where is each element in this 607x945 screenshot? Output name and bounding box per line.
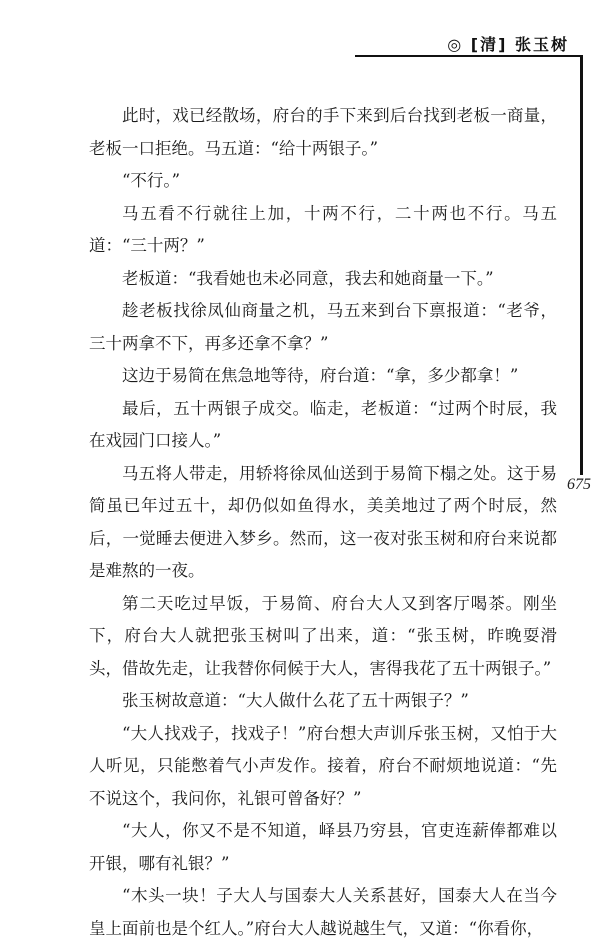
page-number: 675 (567, 476, 591, 493)
body-text (89, 100, 557, 945)
paragraph: “大人，你又不是不知道，峄县乃穷县，官吏连薪俸都难以开银，哪有礼银？” (89, 821, 557, 873)
paragraph: 此时，戏已经散场，府台的手下来到后台找到老板一商量，老板一口拒绝。马五道：“给十两银子。” (89, 106, 557, 158)
paragraph: “不行。” (122, 171, 181, 190)
header-rule (355, 55, 581, 57)
paragraph: “木头一块！子大人与国泰大人关系甚好，国泰大人在当今皇上面前也是个红人。”府台大人越说越生气，又道：“你看你， (89, 886, 557, 938)
paragraph: 最后，五十两银子成交。临走，老板道：“过两个时辰，我在戏园门口接人。” (89, 398, 557, 450)
paragraph: 老板道：“我看她也未必同意，我去和她商量一下。” (122, 268, 494, 288)
paragraph: “大人找戏子，找戏子！”府台想大声训斥张玉树，又怕于大人听见，只能憋着气小声发作。接着，府台不耐烦地说道：“先不说这个，我问你，礼银可曾备好？” (89, 723, 557, 808)
paragraph: 趁老板找徐凤仙商量之机，马五来到台下禀报道：“老爷，三十两拿不下，再多还拿不拿？” (89, 301, 557, 353)
paragraph: 第二天吃过早饭，于易简、府台大人又到客厅喝茶。刚坐下，府台大人就把张玉树叫了出来，道：“张玉树，昨晚耍滑头，借故先走，让我替你伺候于大人，害得我花了五十两银子。” (89, 593, 557, 678)
paragraph: 马五将人带走，用轿将徐凤仙送到于易简下榻之处。这于易简虽已年过五十，却仍似如鱼得水，美美地过了两个时辰，然后，一觉睡去便进入梦乡。然而，这一夜对张玉树和府台来说都是难熬的一夜。 (89, 463, 557, 580)
paragraph: 张玉树故意道：“大人做什么花了五十两银子？” (122, 691, 469, 710)
paragraph: 马五看不行就往上加，十两不行，二十两也不行。马五道：“三十两？” (89, 203, 557, 255)
running-header: ◎ [清] 张玉树 (447, 35, 569, 54)
side-rule (580, 55, 583, 475)
paragraph: 这边于易简在焦急地等待，府台道：“拿，多少都拿！” (122, 366, 519, 385)
